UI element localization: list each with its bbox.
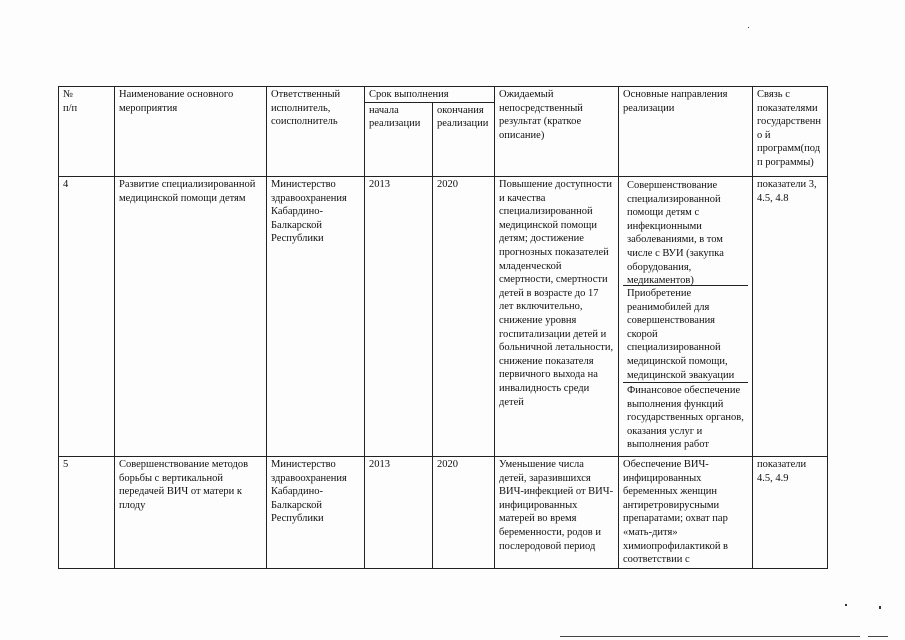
row-start: 2013 <box>365 457 433 569</box>
scan-speck <box>748 27 749 28</box>
table-row <box>59 177 828 457</box>
header-term: Срок выполнения <box>365 87 495 103</box>
row-name: Совершенствование методов борьбы с вертикальной передачей ВИЧ от матери к плоду <box>115 457 267 569</box>
row-name: Развитие специализированной медицинской помощи детям <box>115 177 267 457</box>
header-row <box>59 87 828 103</box>
scan-edge-line <box>560 636 860 637</box>
scan-speck <box>879 606 881 609</box>
row-num: 4 <box>59 177 115 457</box>
row-end: 2020 <box>433 177 495 457</box>
row-responsible: Министерство здравоохранения Кабардино-Балкарской Республики <box>267 177 365 457</box>
row-link: показатели 3, 4.5, 4.8 <box>753 177 828 457</box>
header-num: № п/п <box>59 87 115 177</box>
direction-item: Финансовое обеспечение выполнения функций государственных органов, оказания услуг и выполнения работ <box>623 382 748 452</box>
row-num: 5 <box>59 457 115 569</box>
row-directions <box>619 177 753 457</box>
row-result: Повышение доступности и качества специализированной медицинской помощи детям; достижение прогнозных показателей младенческой смертности, смертности детей в возрасте до 17 лет включительно, снижение уровня госпитализации детей и больничной летальности, снижение показателя первичного выхода на инвалидность среди детей <box>495 177 619 457</box>
program-activities-table <box>58 86 828 569</box>
row-end: 2020 <box>433 457 495 569</box>
row-result: Уменьшение числа детей, заразившихся ВИЧ-инфекцией от ВИЧ-инфицированных матерей во время беременности, родов и послеродовой период <box>495 457 619 569</box>
row-directions: Обеспечение ВИЧ-инфицированных беременных женщин антиретровирусными препаратами; охват пар «мать-дитя» химиопрофилактикой в соответствии с <box>619 457 753 569</box>
header-directions: Основные направления реализации <box>619 87 753 177</box>
scan-speck <box>845 604 847 606</box>
header-name: Наименование основного мероприятия <box>115 87 267 177</box>
header-term-start: начала реализации <box>365 102 433 176</box>
direction-item: Совершенствование специализированной помощи детям с инфекционными заболеваниями, в том числе с ВУИ (закупка оборудования, медикаментов) <box>627 180 724 287</box>
row-link: показатели 4.5, 4.9 <box>753 457 828 569</box>
row-start: 2013 <box>365 177 433 457</box>
direction-item: Приобретение реанимобилей для совершенствования скорой специализированной медицинской помощи, медицинской эвакуации <box>623 285 748 382</box>
header-term-end: окончания реализации <box>433 102 495 176</box>
row-responsible: Министерство здравоохранения Кабардино-Балкарской Республики <box>267 457 365 569</box>
header-link: Связь с показателями государственно й программ(подп рограммы) <box>753 87 828 177</box>
header-result: Ожидаемый непосредственный результат (краткое описание) <box>495 87 619 177</box>
table-row <box>59 457 828 569</box>
scan-edge-line <box>868 636 888 637</box>
header-responsible: Ответственный исполнитель, соисполнитель <box>267 87 365 177</box>
